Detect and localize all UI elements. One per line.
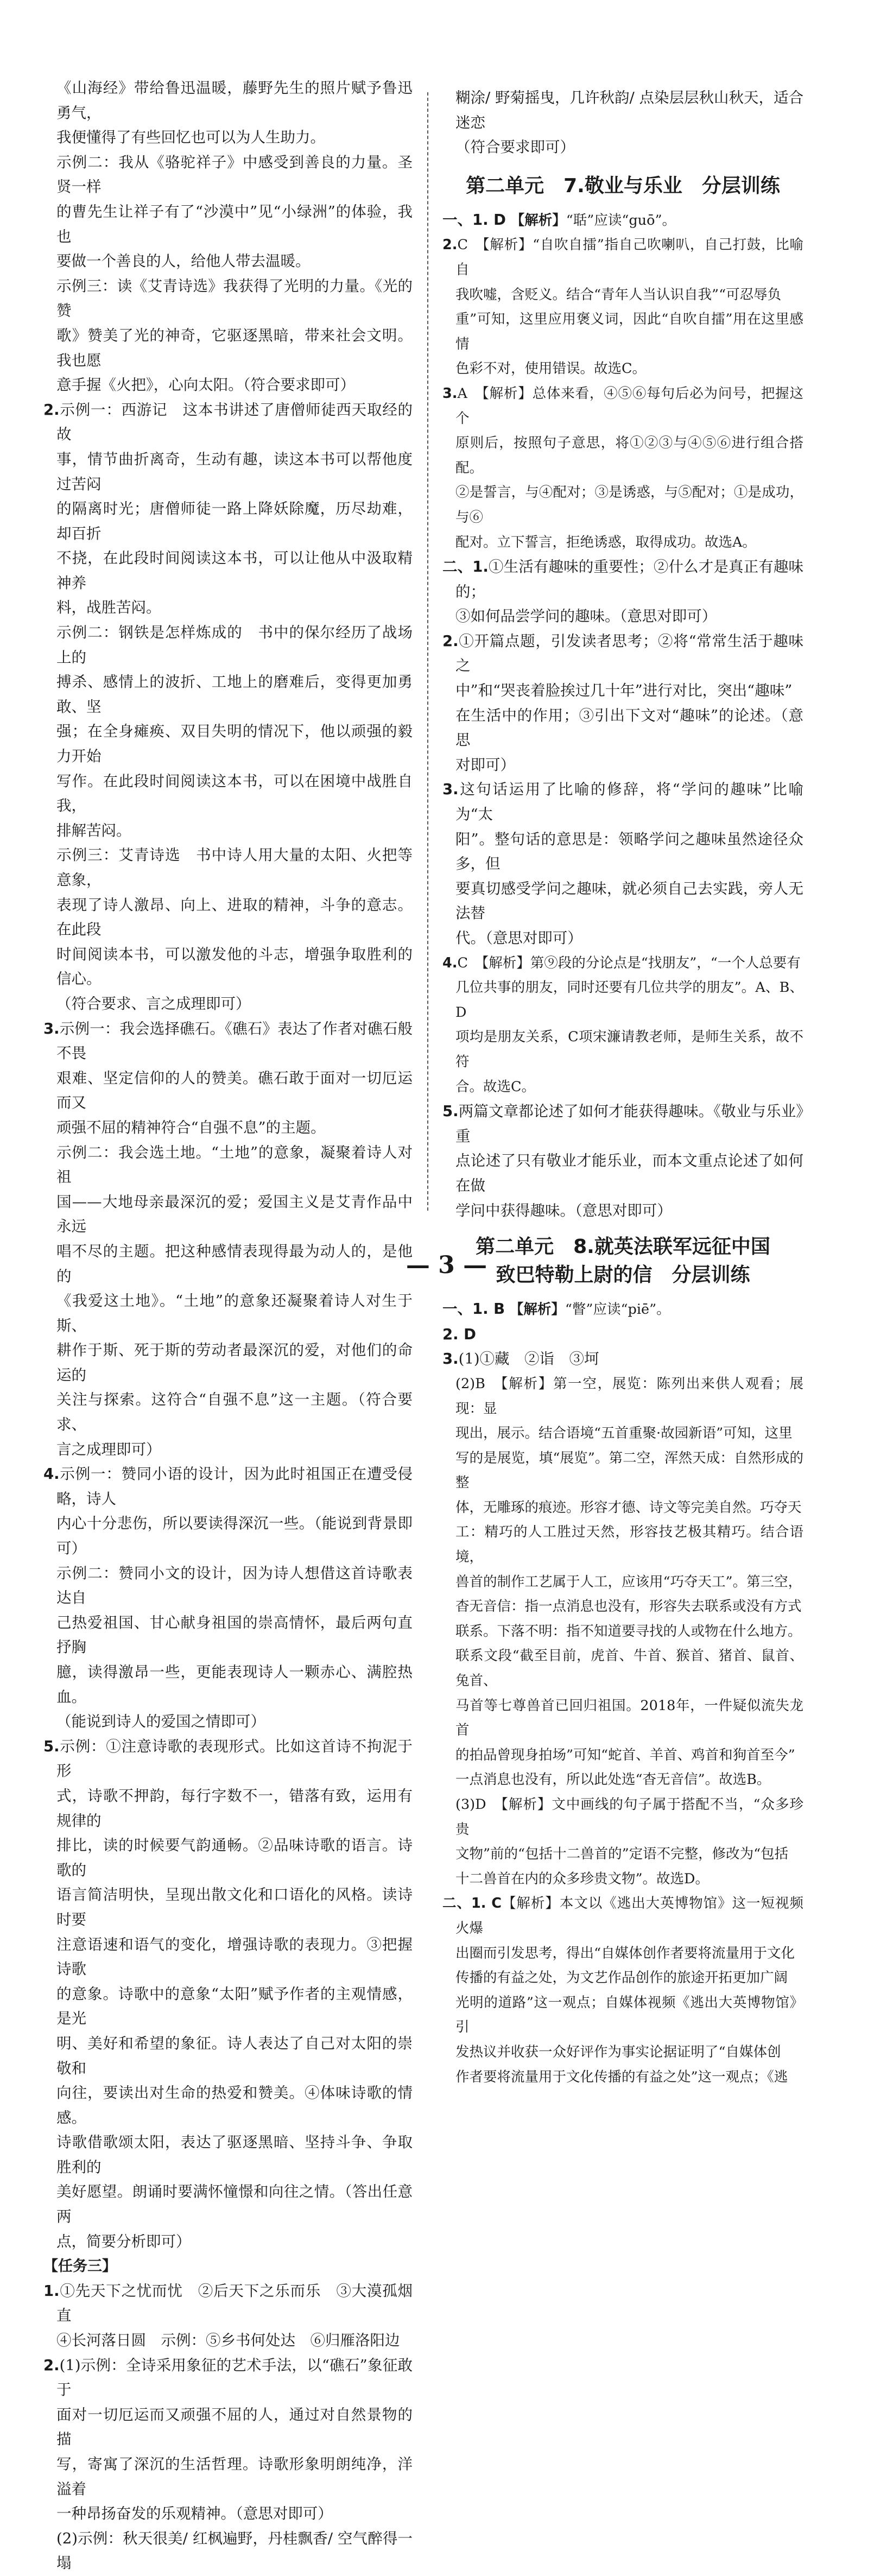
task-question-2b (43, 2527, 413, 2576)
question-number: 二、1. (442, 558, 489, 576)
question-2b (43, 621, 413, 843)
text-line (442, 555, 803, 604)
text-line (43, 2279, 413, 2328)
question-number: 2. (442, 237, 458, 254)
text-line: 顽强不屈的精神符合“自强不息”的主题。 (56, 1118, 326, 1136)
unit8-q1-text: “瞥”应读“piē”。 (565, 1301, 670, 1318)
text-line: 出圈而引发思考，得出“自媒体创作者要将流量用于文化 (455, 1945, 795, 1961)
text-line: 《我爱这土地》。“土地”的意象还凝聚着诗人对生于斯、 (56, 1292, 413, 1334)
text-line: 色彩不对，使用错误。故选C。 (455, 360, 647, 377)
text-line: 面对一切厄运而又顽强不屈的人，通过对自然景物的描 (56, 2406, 413, 2448)
question-3b (43, 1141, 413, 1463)
text-line: 意手握《火把》，心向太阳。（符合要求即可） (56, 376, 355, 394)
text-line (442, 1891, 803, 1941)
text-line: 我便懂得了有些回忆也可以为人生助力。 (56, 129, 325, 147)
text-line: 唱不尽的主题。把这种感情表现得最为动人的，是他的 (56, 1242, 413, 1285)
text-line: 现出，展示。结合语境“五首重聚·故园新语”可知，这里 (455, 1425, 793, 1442)
question-text: 【解析】本文以《逃出大英博物馆》这一短视频火爆 (455, 1895, 803, 1936)
question-text: C 【解析】第⑨段的分论点是“找朋友”，“一个人总要有 (457, 954, 801, 971)
text-line: 学问中获得趣味。（意思对即可） (455, 1201, 672, 1219)
text-line: 关注与探索。这符合“自强不息”这一主题。（符合要求、 (56, 1391, 413, 1434)
text-line: 十二兽首在内的众多珍贵文物”。故选D。 (455, 1870, 709, 1887)
text-line (442, 629, 803, 679)
text-line: 兽首的制作工艺属于人工，应该用“巧夺天工”。第三空， (455, 1573, 802, 1590)
question-number: 2. (442, 632, 459, 650)
text-line: 联系文段“截至目前，虎首、牛首、猴首、猪首、鼠首、兔首、 (455, 1648, 803, 1689)
text-line: 时间阅读本书，可以激发他的斗志，增强争取胜利的信心。 (56, 945, 413, 988)
question-text: 示例：①注意诗歌的表现形式。比如这首诗不拘泥于形 (56, 1737, 413, 1780)
text-line: ③如何品尝学问的趣味。（意思对即可） (455, 607, 717, 625)
question-text: A 【解析】总体来看，④⑤⑥每句后必为问号，把握这个 (455, 385, 803, 427)
right-para-0 (442, 86, 803, 160)
text-line (442, 1099, 803, 1149)
text-line: 示例二：我会选土地。“土地”的意象，凝聚着诗人对祖 (56, 1143, 413, 1186)
text-line: 写的是展览，填“展览”。第二空，浑然天成：自然形成的整 (455, 1450, 803, 1491)
question-number: 4. (442, 954, 458, 971)
text-line: 一种昂扬奋发的乐观精神。（意思对即可） (56, 2505, 333, 2523)
question-2c (43, 843, 413, 1016)
section2-q1 (442, 555, 803, 629)
analysis-tag: 【解析】 (510, 212, 566, 229)
unit8-section2-q1 (442, 1891, 803, 2090)
text-line: 排比，读的时候要气韵通畅。②品味诗歌的语言。诗歌的 (56, 1837, 413, 1879)
para-2 (43, 150, 413, 274)
text-line: 马首等七尊兽首已回归祖国。2018年，一件疑似流失龙首 (455, 1697, 803, 1739)
text-line: 注意语速和语气的变化，增强诗歌的表现力。③把握诗歌 (56, 1935, 413, 1978)
section2-q4 (442, 951, 803, 1100)
text-line: 料，战胜苦闷。 (56, 599, 161, 617)
question-text: (1)示例：全诗采用象征的艺术手法，以“礁石”象征敢于 (56, 2356, 413, 2399)
question-text: 示例一：赞同小语的设计，因为此时祖国正在遭受侵略，诗人 (56, 1465, 413, 1508)
column-divider (427, 92, 428, 1211)
text-line: 搏杀、感情上的波折、工地上的磨难后，变得更加勇敢、坚 (56, 673, 413, 716)
unit8-section1-q3-part3 (442, 1793, 803, 1891)
text-line: （符合要求即可） (455, 138, 575, 156)
text-line: （符合要求、言之成理即可） (56, 995, 251, 1012)
text-line: （能说到诗人的爱国之情即可） (56, 1713, 265, 1731)
question-text: (1)①藏 ②诣 ③坷 (458, 1350, 599, 1368)
text-line: 示例二：我从《骆驼祥子》中感受到善良的力量。圣贤一样 (56, 153, 413, 196)
unit8-q1-num: 一、1. B (442, 1300, 505, 1318)
question-text: 这句话运用了比喻的修辞，将“学问的趣味”比喻为“太 (455, 781, 803, 824)
text-line: 体，无雕琢的痕迹。形容才德、诗文等完美自然。巧夺天 (455, 1499, 802, 1516)
text-line: 的拍品曾现身拍场”可知“蛇首、羊首、鸡首和狗首至今” (455, 1746, 795, 1763)
text-line: 语言简洁明快，呈现出散文化和口语化的风格。读诗时要 (56, 1886, 413, 1928)
unit-7-title: 第二单元 7.敬业与乐业 分层训练 (466, 174, 780, 197)
task-question-2 (43, 2353, 413, 2527)
text-line: 项均是朋友关系，C项宋濂请教老师，是师生关系，故不符 (455, 1029, 803, 1070)
text-line: 的意象。诗歌中的意象“太阳”赋予作者的主观情感，是光 (56, 1985, 413, 2028)
text-line (442, 777, 803, 827)
text-line: 重”可知，这里应用褒义词，因此“自吹自擂”用在这里感情 (455, 311, 803, 352)
text-line: 示例三：读《艾青诗选》我获得了光明的力量。《光的赞 (56, 277, 413, 320)
question-4 (43, 1462, 413, 1561)
question-number: 5. (442, 1103, 459, 1121)
text-line: 对即可） (455, 756, 515, 774)
text-line: 糊涂/ 野菊摇曳，几许秋韵/ 点染层层秋山秋天，适合迷恋 (455, 89, 804, 131)
text-line: 点论述了只有敬业才能乐业，而本文重点论述了如何在做 (455, 1152, 803, 1194)
text-line: 示例三：艾青诗选 书中诗人用大量的太阳、火把等意象， (56, 846, 413, 889)
unit8-section1-q3 (442, 1347, 803, 1372)
text-line: 歌》赞美了光的神奇，它驱逐黑暗，带来社会文明。我也愿 (56, 326, 413, 369)
text-line: 己热爱祖国、甘心献身祖国的崇高情怀，最后两句直抒胸 (56, 1613, 413, 1656)
unit-8-title-line-2: 致巴特勒上尉的信 分层训练 (496, 1264, 750, 1287)
text-line: (3)D 【解析】文中画线的句子属于搭配不当，“众多珍贵 (455, 1796, 803, 1838)
para-1 (43, 76, 413, 150)
text-line: 诗歌借歌颂太阳，表达了驱逐黑暗、坚持斗争、争取胜利的 (56, 2134, 413, 2176)
text-line: 的曹先生让祥子有了“沙漠中”见“小绿洲”的体验，我也 (56, 202, 413, 245)
task-3-heading: 【任务三】 (43, 2258, 117, 2275)
text-line: 文物”前的“包括十二兽首的”定语不完整，修改为“包括 (455, 1846, 789, 1863)
unit8-q2: 2. D (442, 1325, 476, 1343)
section2-q3 (442, 777, 803, 951)
section2-q5 (442, 1099, 803, 1223)
task-question-1 (43, 2279, 413, 2353)
section1-q1-num: 一、1. D (442, 211, 506, 229)
question-text: C 【解析】“自吹自擂”指自己吹喇叭，自己打鼓，比喻自 (455, 237, 803, 278)
text-line: 明、美好和希望的象征。诗人表达了自己对太阳的崇敬和 (56, 2034, 413, 2077)
question-number: 3. (442, 385, 458, 402)
text-line: 要真切感受学问之趣味，就必须自己去实践，旁人无法替 (455, 879, 803, 922)
text-line: 工：精巧的人工胜过天然，形容技艺极其精巧。结合语境， (455, 1524, 803, 1566)
section1-q2 (442, 233, 803, 382)
question-number: 1. (43, 2282, 60, 2300)
question-text: 示例一：西游记 这本书讲述了唐僧师徒西天取经的故 (56, 401, 413, 444)
text-line: 发热议并收获一众好评作为事实论据证明了“自媒体创 (455, 2043, 781, 2060)
text-line: 代。（意思对即可） (455, 929, 582, 947)
text-line: 示例二：钢铁是怎样炼成的 书中的保尔经历了战场上的 (56, 624, 413, 666)
text-line: 强；在全身瘫痪、双目失明的情况下，他以顽强的毅力开始 (56, 723, 413, 765)
text-line: 向往，要读出对生命的热爱和赞美。④体味诗歌的情感。 (56, 2084, 413, 2126)
question-number: 5. (43, 1737, 60, 1755)
text-line: 排解苦闷。 (56, 821, 131, 839)
text-line (442, 233, 803, 282)
question-text: 两篇文章都论述了如何才能获得趣味。《敬业与乐业》重 (455, 1103, 803, 1145)
text-line: 美好愿望。朗诵时要满怀憧憬和向往之情。（答出任意两 (56, 2183, 413, 2226)
text-line: 事，情节曲折离奇，生动有趣，读这本书可以帮他度过苦闷 (56, 450, 413, 493)
text-line: 表现了诗人激昂、向上、进取的精神，斗争的意志。在此段 (56, 896, 413, 939)
text-line: 言之成理即可） (56, 1440, 161, 1458)
question-2 (43, 398, 413, 621)
unit-8-title-line-1: 第二单元 8.就英法联军远征中国 (476, 1236, 770, 1258)
page-number: — 3 — (406, 1251, 487, 1279)
section1-q1-text: “聒”应读“guō”。 (566, 212, 676, 229)
text-line: 杳无音信：指一点消息也没有，形容失去联系或没有方式 (455, 1598, 802, 1615)
question-number: 2. (43, 401, 60, 419)
question-number: 3. (442, 1350, 459, 1368)
unit8-section1-q2 (442, 1322, 803, 1347)
text-line: 要做一个善良的人，给他人带去温暖。 (56, 252, 311, 270)
text-line (43, 1735, 413, 1784)
text-line: (2)示例：秋天很美/ 红枫遍野，丹桂飘香/ 空气醉得一塌 (56, 2529, 413, 2572)
question-text: 示例一：我会选择礁石。《礁石》表达了作者对礁石般不畏 (56, 1020, 413, 1062)
text-line (43, 2353, 413, 2403)
question-number: 3. (442, 781, 459, 799)
text-line: 阳”。整句话的意思是：领略学问之趣味虽然途径众多，但 (455, 830, 803, 873)
text-line: (2)B 【解析】第一空，展览：陈列出来供人观看；展现：显 (455, 1375, 803, 1417)
left-column (43, 76, 413, 2576)
text-line: 写，寄寓了深沉的生活哲理。诗歌形象明朗纯净，洋溢着 (56, 2455, 413, 2498)
text-line: 点，简要分析即可） (56, 2232, 191, 2250)
text-line: 耕作于斯、死于斯的劳动者最深沉的爱，对他们的命运的 (56, 1341, 413, 1384)
section1-q1 (442, 208, 803, 233)
para-3 (43, 274, 413, 398)
text-line: 传播的有益之处，为文艺作品创作的旅途开拓更加广阔 (455, 1970, 788, 1986)
text-line: 我吹嘘，含贬义。结合“青年人当认识自我”“可忍辱负 (455, 286, 782, 303)
text-line: 原则后，按照句子意思，将①②③与④⑤⑥进行组合搭配。 (455, 435, 803, 476)
text-line (43, 1017, 413, 1066)
text-line: 一点消息也没有，所以此处选“杳无音信”。故选B。 (455, 1771, 771, 1788)
question-text: ①先天下之忧而忧 ②后天下之乐而乐 ③大漠孤烟直 (56, 2282, 413, 2325)
text-line: 配对。立下誓言，拒绝诱惑，取得成功。故选A。 (455, 534, 756, 550)
text-line: 中”和“哭丧着脸挨过几十年”进行对比，突出“趣味” (455, 682, 793, 700)
text-line: 臆，读得激昂一些，更能表现诗人一颗赤心、满腔热血。 (56, 1663, 413, 1706)
question-4b (43, 1561, 413, 1735)
text-line: ④长河落日圆 示例：⑤乡书何处达 ⑥归雁洛阳边 (56, 2332, 400, 2350)
text-line: 在生活中的作用；③引出下文对“趣味”的论述。（意思 (455, 706, 803, 749)
text-line: 合。故选C。 (455, 1078, 536, 1095)
text-line (442, 1347, 803, 1372)
text-line: 联系。下落不明：指不知道要寻找的人或物在什么地方。 (455, 1623, 802, 1640)
question-number: 4. (43, 1465, 60, 1483)
text-line: 国——大地母亲最深沉的爱；爱国主义是艾青作品中永远 (56, 1193, 413, 1236)
text-line: 内心十分悲伤，所以要读得深沉一些。（能说到背景即可） (56, 1515, 413, 1558)
unit8-section1-q1 (442, 1297, 803, 1322)
question-text: ①生活有趣味的重要性；②什么才是真正有趣味的； (455, 558, 803, 600)
text-line: 光明的道路”这一观点；自媒体视频《逃出大英博物馆》引 (455, 1994, 803, 2036)
text-line: 几位共事的朋友，同时还要有几位共学的朋友”。A、B、D (455, 979, 803, 1021)
section2-q2 (442, 629, 803, 778)
text-line (442, 382, 803, 431)
question-number: 2. (43, 2356, 60, 2374)
text-line: 不挠，在此段时间阅读这本书，可以让他从中汲取精神养 (56, 549, 413, 592)
question-5 (43, 1735, 413, 2254)
text-line: 式，诗歌不押韵，每行字数不一，错落有致，运用有规律的 (56, 1787, 413, 1830)
right-column (442, 86, 803, 2090)
question-number: 3. (43, 1020, 60, 1037)
text-line: 的隔离时光；唐僧师徒一路上降妖除魔，历尽劫难，却百折 (56, 500, 413, 542)
unit8-section1-q3-part2 (442, 1372, 803, 1793)
text-line: 《山海经》带给鲁迅温暖，藤野先生的照片赋予鲁迅勇气， (56, 79, 413, 122)
question-3 (43, 1017, 413, 1141)
text-line (442, 951, 803, 976)
text-line: 写作。在此段时间阅读这本书，可以在困境中战胜自我， (56, 772, 413, 815)
text-line (43, 1462, 413, 1511)
section1-q3 (442, 382, 803, 555)
text-line: 示例二：赞同小文的设计，因为诗人想借这首诗歌表达自 (56, 1564, 413, 1607)
text-line: 作者要将流量用于文化传播的有益之处”这一观点；《逃 (455, 2068, 788, 2085)
unit8-analysis-tag: 【解析】 (509, 1301, 565, 1318)
text-line (43, 398, 413, 447)
text-line: 艰难、坚定信仰的人的赞美。礁石敢于面对一切厄运而又 (56, 1069, 413, 1112)
text-line: ②是誓言，与④配对；③是诱惑，与⑤配对；①是成功，与⑥ (455, 484, 803, 526)
question-number: 二、1. C (442, 1895, 502, 1912)
question-text: ①开篇点题，引发读者思考；②将“常常生活于趣味之 (455, 632, 803, 675)
